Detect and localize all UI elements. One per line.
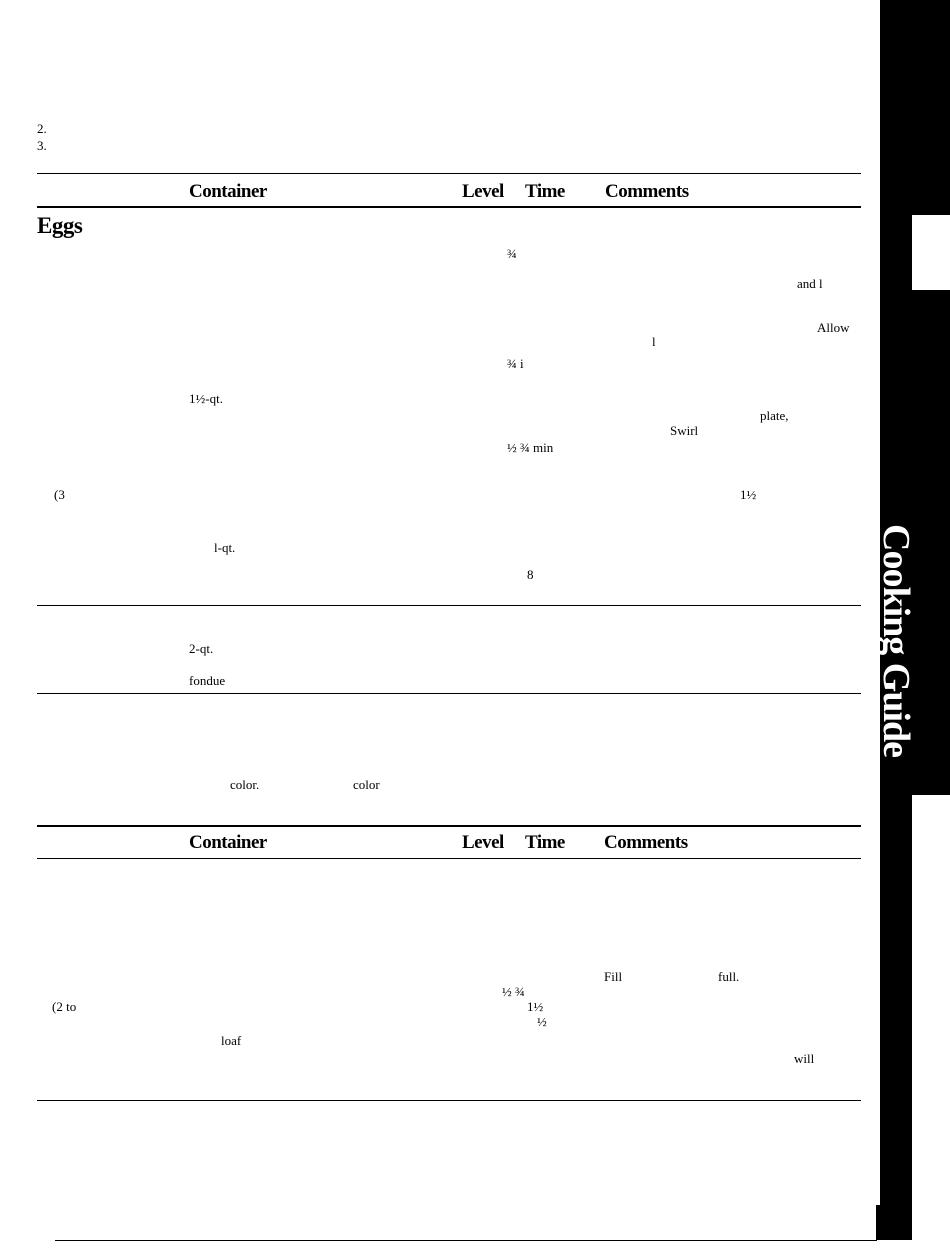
fragment: 1½-qt. — [189, 391, 223, 406]
table2-top-rule — [37, 825, 861, 827]
fragment: 2-qt. — [189, 641, 214, 656]
fragment: ½ ¾ — [502, 984, 525, 999]
fragment: and l — [797, 276, 823, 291]
table1-header-container: Container — [189, 181, 267, 202]
table1-top-rule — [37, 173, 861, 174]
list-number-2: 2. — [37, 121, 47, 136]
side-tab-notch-lower — [912, 795, 950, 870]
fragment: 1½ — [740, 487, 757, 502]
side-tab-title-text: Cooking Guide — [875, 524, 917, 758]
fragment: color — [353, 777, 380, 792]
table2-header-container: Container — [189, 832, 267, 853]
fragment: fondue — [189, 673, 226, 688]
fragment: color. — [230, 777, 260, 792]
fragment: ¾ — [507, 246, 517, 261]
section-title-eggs: Eggs — [37, 213, 83, 238]
fragment: l-qt. — [214, 540, 236, 555]
fragment: (3 — [54, 487, 65, 502]
fragment: Allow — [817, 320, 850, 335]
fragment: will — [794, 1051, 815, 1066]
fragment: ¾ i — [507, 356, 524, 371]
table1-bottom-rule — [37, 693, 861, 694]
fragment: 8 — [527, 567, 534, 582]
list-number-3: 3. — [37, 138, 47, 153]
fragment: Fill — [604, 969, 623, 984]
table1-header-comments: Comments — [605, 181, 689, 202]
page-bottom-rule — [55, 1240, 877, 1241]
fragment: 1½ — [527, 999, 544, 1014]
table1-section-rule — [37, 605, 861, 606]
fragment: plate, — [760, 408, 789, 423]
table1-header-time: Time — [525, 181, 565, 202]
table2-header-level: Level — [462, 832, 504, 853]
fragment: (2 to — [52, 999, 77, 1014]
fragment: ½ ¾ min — [507, 440, 554, 455]
table1-header-level: Level — [462, 181, 504, 202]
table2-bottom-rule — [37, 1100, 861, 1101]
fragment: Swirl — [670, 423, 699, 438]
table1-header-rule — [37, 206, 861, 208]
fragment: loaf — [221, 1033, 242, 1048]
side-tab-foot — [876, 1205, 912, 1240]
fragment: full. — [718, 969, 740, 984]
table2-header-comments: Comments — [604, 832, 688, 853]
table2-header-time: Time — [525, 832, 565, 853]
fragment: ½ — [537, 1014, 547, 1029]
fragment: l — [652, 334, 656, 349]
side-tab-notch-upper — [912, 215, 950, 290]
side-tab-lower-gap — [912, 870, 950, 1260]
table2-header-rule — [37, 858, 861, 859]
